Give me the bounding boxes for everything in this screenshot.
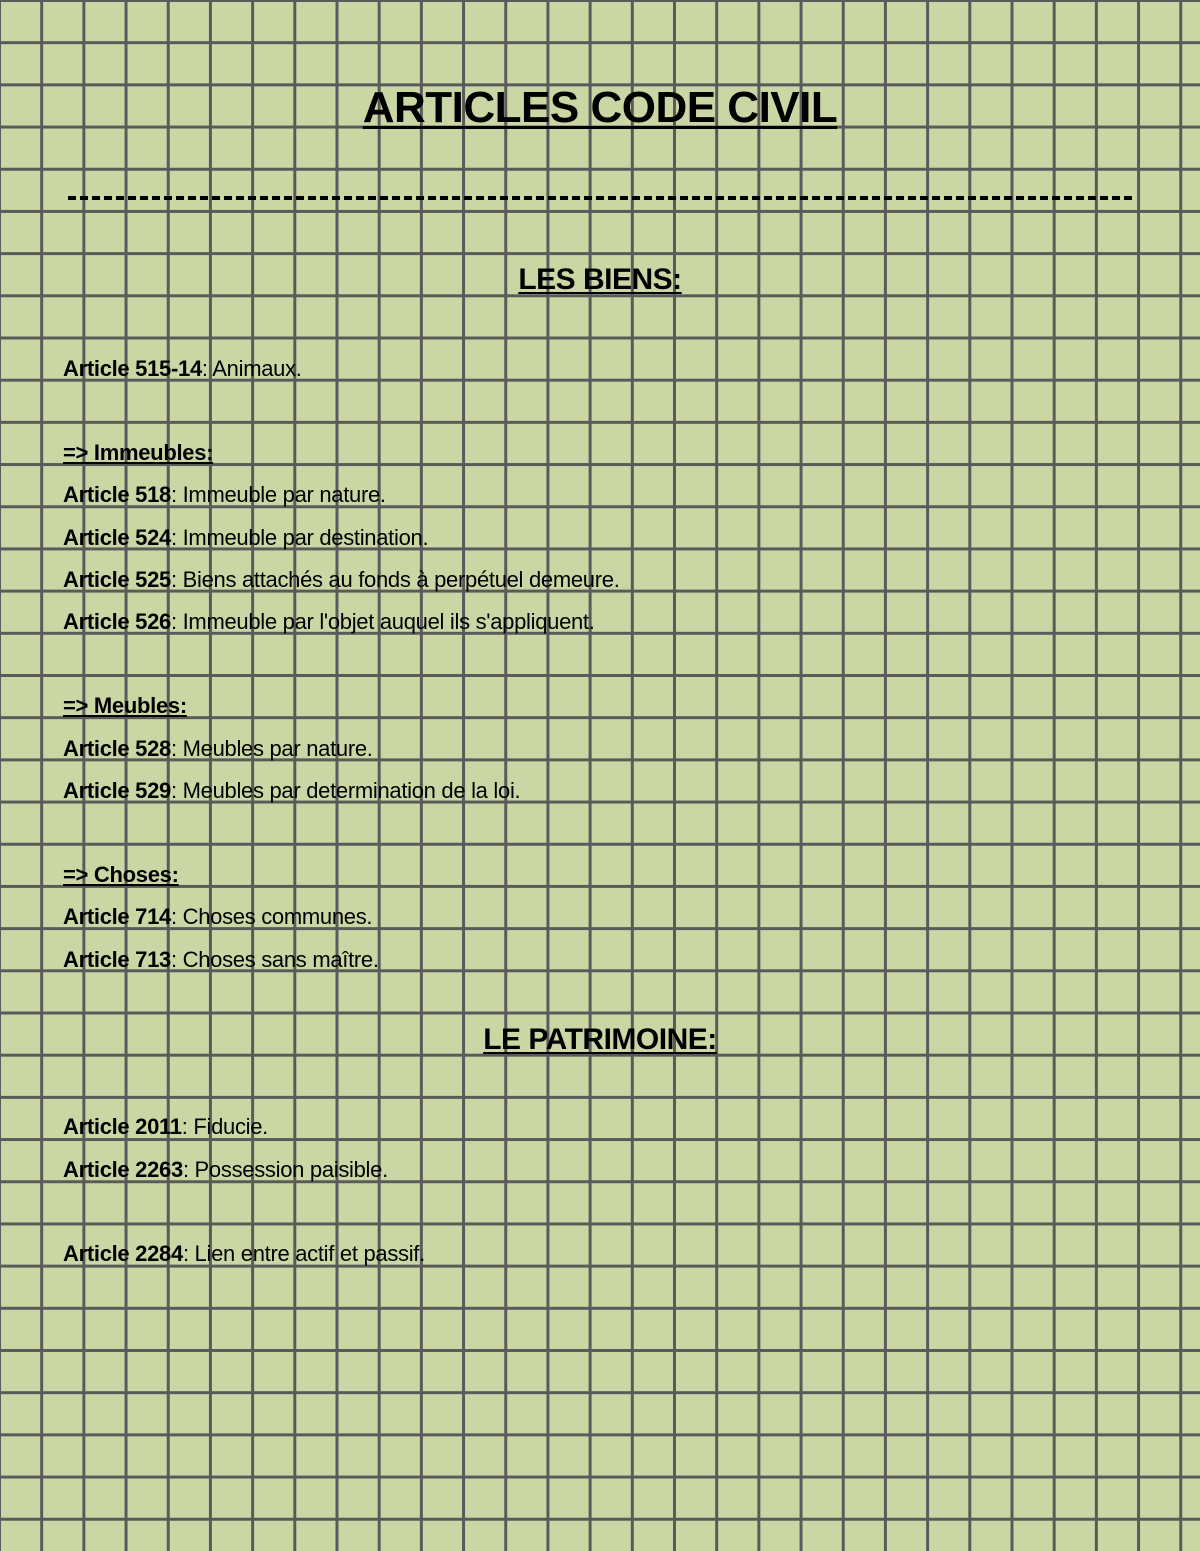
article-number: Article 515-14 [63,356,202,381]
article-description: : Animaux. [201,356,302,381]
subheading-meubles: => Meubles: [63,693,187,718]
article-number: Article 2263 [63,1157,183,1182]
article-line [63,482,386,508]
article-number: Article 714 [63,904,171,929]
article-description: : Immeuble par destination. [171,525,429,550]
article-number: Article 526 [63,609,171,634]
article-line [63,1114,268,1140]
article-number: Article 529 [63,778,171,803]
article-number: Article 713 [63,947,171,972]
article-description: : Fiducie. [181,1114,268,1139]
section-heading-patrimoine: LE PATRIMOINE: [483,1023,717,1056]
article-description: : Choses sans maître. [171,947,379,972]
article-number: Article 2284 [63,1241,183,1266]
article-description: : Lien entre actif et passif. [182,1241,425,1266]
article-description: : Meubles par determination de la loi. [171,778,521,803]
article-number: Article 524 [63,525,171,550]
article-line [63,567,620,593]
article-line [63,1157,388,1183]
article-line [63,1241,425,1267]
article-description: : Immeuble par nature. [171,482,386,507]
article-description: : Possession paisible. [182,1157,388,1182]
article-line [63,947,379,973]
article-line [63,525,428,551]
dashed-divider [68,196,1132,200]
article-number: Article 2011 [63,1114,182,1139]
section-heading-biens: LES BIENS: [518,263,682,296]
article-description: : Meubles par nature. [171,736,373,761]
article-number: Article 518 [63,482,171,507]
article-line [63,356,302,382]
article-number: Article 528 [63,736,171,761]
article-number: Article 525 [63,567,171,592]
article-line [63,736,373,762]
subheading-immeubles: => Immeubles: [63,440,214,465]
article-description: : Biens attachés au fonds à perpétuel demeure. [171,567,620,592]
article-line [63,609,595,635]
document-title: ARTICLES CODE CIVIL [362,83,838,132]
subheading-choses: => Choses: [63,862,179,887]
article-line [63,904,372,930]
article-description: : Immeuble par l'objet auquel ils s'appliquent. [171,609,595,634]
article-line [63,778,520,804]
article-description: : Choses communes. [171,904,373,929]
